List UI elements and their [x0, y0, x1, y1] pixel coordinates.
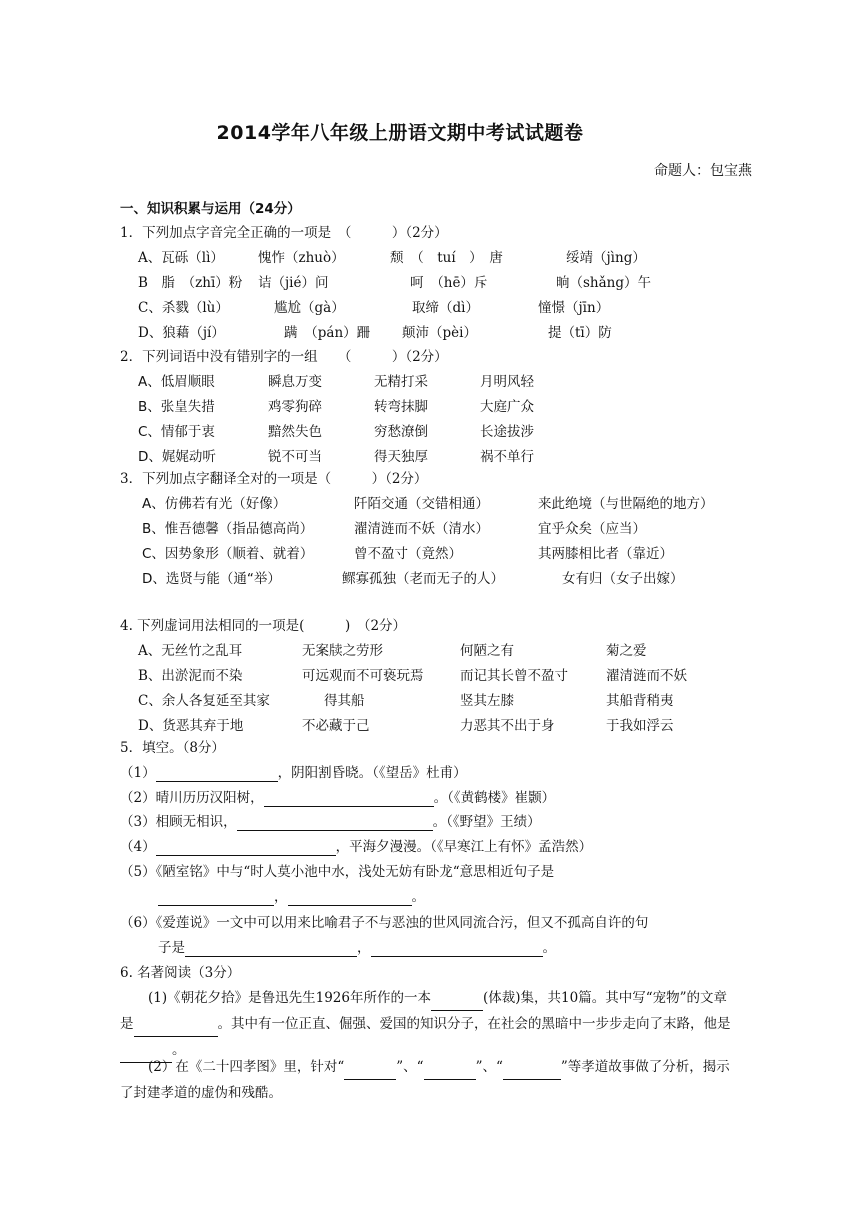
option-a-3: 何陋之有: [460, 643, 514, 659]
option-c-4: 憧憬（jīn）: [538, 300, 610, 316]
question-5-stem: 5．填空。（8分）: [120, 740, 225, 756]
option-b-2: 鸡零狗碎: [268, 399, 322, 415]
fill-text: ，阴阳割昏晓。（《望岳》杜甫）: [277, 765, 467, 781]
option-b-1: B、张皇失措: [138, 399, 215, 415]
option-a-1: A、低眉顺眼: [138, 374, 215, 390]
option-b-2: 濯清涟而不妖（清水）: [354, 521, 489, 537]
answer-blank[interactable]: [237, 816, 433, 831]
section-heading: 一、知识积累与运用（24分）: [120, 201, 301, 217]
option-b-4: 濯清涟而不妖: [606, 668, 687, 684]
option-b-3: 呵 （hē）斥: [410, 275, 488, 291]
question-6-stem: 6. 名著阅读（3分）: [120, 965, 241, 981]
part-text: (体裁)集，共10篇。其中写“宠物”的文章是: [120, 990, 727, 1032]
option-d-2: 锐不可当: [268, 449, 322, 465]
option-b-1: B、出淤泥而不染: [138, 668, 243, 684]
option-c-1: C、余人各复延至其家: [138, 693, 270, 709]
option-a-1: A、无丝竹之乱耳: [138, 643, 243, 659]
fill-line-2: [120, 789, 555, 807]
option-b-1: B 脂 （zhī）粉: [138, 275, 243, 291]
option-a-4: 菊之爱: [606, 643, 647, 659]
option-c-4: 其船背稍夷: [606, 693, 674, 709]
question-1-stem: 1．下列加点字音完全正确的一项是 （ ）（2分）: [120, 225, 448, 241]
fill-line-3: [120, 813, 541, 831]
option-c-2: 曾不盈寸（竟然）: [354, 546, 462, 562]
answer-blank[interactable]: [185, 942, 357, 957]
question-3-stem: 3．下列加点字翻译全对的一项是（ ）（2分）: [120, 471, 428, 487]
part-text: 。其中有一位正直、倔强、爱国的知识分子，在社会的黑暗中一步步走向了末路，他是: [217, 1016, 731, 1032]
answer-blank[interactable]: [503, 1065, 561, 1080]
fill-text: ，: [274, 889, 288, 905]
fill-line-1: [120, 764, 467, 782]
fill-text: 。（《黄鹤楼》崔颢）: [433, 790, 556, 806]
option-d-3: 颠沛（pèi）: [402, 325, 477, 341]
author-line: 命题人：包宝燕: [654, 163, 752, 179]
option-d-2: 不必藏于己: [302, 718, 370, 734]
option-b-3: 转弯抹脚: [374, 399, 428, 415]
option-c-2: 得其船: [324, 693, 365, 709]
option-d-2: 鳏寡孤独（老而无子的人）: [342, 571, 504, 587]
option-b-3: 宜乎众矣（应当）: [538, 521, 646, 537]
answer-blank[interactable]: [156, 841, 336, 856]
fill-line-5-answers: [158, 888, 425, 906]
option-d-4: 提（tī）防: [548, 325, 612, 341]
option-c-3: 竖其左膝: [460, 693, 514, 709]
option-b-1: B、惟吾德馨（指品德高尚）: [142, 521, 314, 537]
part-text: 。: [172, 1042, 186, 1058]
part-text: ”、“: [475, 1059, 503, 1075]
page-title: 2014学年八年级上册语文期中考试试题卷: [216, 122, 584, 144]
part-text: (2）在《二十四孝图》里，针对“: [148, 1059, 345, 1075]
option-a-1: A、仿佛若有光（好像）: [142, 496, 287, 512]
answer-blank[interactable]: [371, 942, 543, 957]
answer-blank[interactable]: [134, 1022, 218, 1037]
option-a-3: 来此绝境（与世隔绝的地方）: [538, 496, 714, 512]
option-c-1: C、杀戮（lù）: [138, 300, 229, 316]
part-text: ”等孝道故事做了分析，揭示了封建孝道的虚伪和残酷。: [120, 1059, 730, 1101]
option-b-2: 可远观而不可亵玩焉: [302, 668, 424, 684]
fill-text: ，: [357, 940, 371, 956]
answer-blank[interactable]: [344, 1065, 396, 1080]
answer-blank[interactable]: [156, 767, 278, 782]
fill-text: 。（《野望》王绩）: [432, 814, 541, 830]
fill-text: 。: [411, 889, 425, 905]
option-d-2: 蹒 （pán）跚: [284, 325, 371, 341]
question-6-part-1: [120, 985, 736, 1063]
fill-line-6: （6）《爱莲说》一文中可以用来比喻君子不与恶浊的世风同流合污，但又不孤高自许的句: [120, 915, 649, 931]
part-text: ”、“: [396, 1059, 424, 1075]
option-d-3: 得天独厚: [374, 449, 428, 465]
option-c-4: 长途拔涉: [480, 424, 534, 440]
option-c-3: 其两膝相比者（靠近）: [538, 546, 673, 562]
fill-text: （3）相顾无相识，: [120, 814, 237, 830]
option-b-4: 大庭广众: [480, 399, 534, 415]
option-d-3: 力恶其不出于身: [460, 718, 555, 734]
fill-line-4: [120, 838, 592, 856]
option-c-1: C、因势象形（顺着、就着）: [142, 546, 314, 562]
fill-line-6-answers: [158, 939, 556, 957]
fill-number: （4）: [120, 839, 156, 855]
option-a-4: 绥靖（jìng）: [566, 250, 646, 266]
question-6-part-2: [120, 1054, 736, 1106]
option-a-2: 无案牍之劳形: [302, 643, 383, 659]
fill-line-5: （5）《陋室铭》中与“时人莫小池中水，浅处无妨有卧龙“意思相近句子是: [120, 864, 555, 880]
option-c-2: 尴尬（gà）: [274, 300, 345, 316]
option-a-2: 愧怍（zhuò）: [258, 250, 345, 266]
fill-number: （1）: [120, 765, 156, 781]
option-d-1: D、选贤与能（通“举）: [142, 571, 281, 587]
option-d-4: 祸不单行: [480, 449, 534, 465]
option-d-1: D、娓娓动听: [138, 449, 216, 465]
option-d-1: D、货恶其弃于地: [138, 718, 244, 734]
option-b-3: 而记其长曾不盈寸: [460, 668, 568, 684]
option-a-4: 月明风轻: [480, 374, 534, 390]
question-4-stem: 4. 下列虚词用法相同的一项是( ) （2分）: [120, 618, 407, 634]
answer-blank[interactable]: [288, 891, 412, 906]
option-a-2: 瞬息万变: [268, 374, 322, 390]
option-d-1: D、狼藉（jí）: [138, 325, 225, 341]
part-text: (1)《朝花夕拾》是鲁迅先生1926年所作的一本: [148, 990, 431, 1006]
option-a-2: 阡陌交通（交错相通）: [354, 496, 489, 512]
answer-blank[interactable]: [431, 996, 483, 1011]
question-2-stem: 2．下列词语中没有错别字的一组 （ ）（2分）: [120, 349, 448, 365]
option-a-3: 无精打采: [374, 374, 428, 390]
fill-text: （2）晴川历历汉阳树，: [120, 790, 264, 806]
option-c-3: 穷愁潦倒: [374, 424, 428, 440]
option-d-3: 女有归（女子出嫁）: [562, 571, 684, 587]
option-b-4: 晌（shǎng）午: [556, 275, 652, 291]
option-a-1: A、瓦砾（lì）: [138, 250, 224, 266]
option-c-3: 取缔（dì）: [412, 300, 479, 316]
option-c-1: C、情郁于衷: [138, 424, 215, 440]
answer-blank[interactable]: [424, 1065, 476, 1080]
fill-text: ，平海夕漫漫。（《早寒江上有怀》孟浩然）: [335, 839, 593, 855]
option-b-2: 诘（jié）问: [258, 275, 329, 291]
fill-text: 子是: [158, 940, 185, 956]
answer-blank[interactable]: [264, 792, 434, 807]
option-a-3: 颓 （ tuí ） 唐: [390, 250, 503, 266]
option-c-2: 黯然失色: [268, 424, 322, 440]
option-d-4: 于我如浮云: [606, 718, 674, 734]
fill-text: 。: [542, 940, 556, 956]
answer-blank[interactable]: [158, 891, 274, 906]
